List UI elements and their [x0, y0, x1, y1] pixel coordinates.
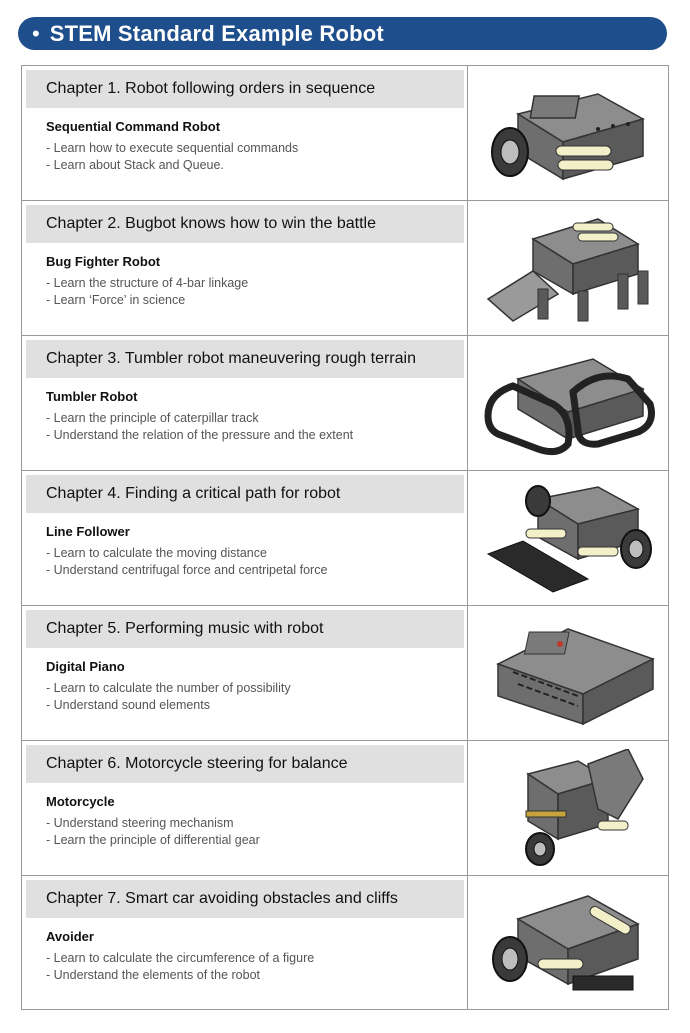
robot-image-cell	[468, 741, 668, 875]
chapter-heading: Chapter 1. Robot following orders in sequence	[26, 70, 464, 108]
title-bullet: •	[32, 20, 40, 46]
learning-point: - Learn ‘Force’ in science	[46, 293, 186, 307]
chapter-text-cell	[22, 876, 468, 1009]
page-title: STEM Standard Example Robot	[49, 20, 384, 46]
chapter-heading: Chapter 4. Finding a critical path for robot	[26, 475, 464, 513]
robot-name: Avoider	[46, 929, 94, 944]
chapter-text-cell	[22, 741, 468, 875]
robot-name: Sequential Command Robot	[46, 119, 221, 134]
chapter-table	[21, 65, 669, 1010]
robot-name: Bug Fighter Robot	[46, 254, 161, 269]
chapter-heading: Chapter 2. Bugbot knows how to win the battle	[26, 205, 464, 243]
chapter-heading: Chapter 7. Smart car avoiding obstacles and cliffs	[26, 880, 464, 918]
learning-point: - Learn about Stack and Queue.	[46, 158, 224, 172]
learning-point: - Learn to calculate the moving distance	[46, 546, 267, 560]
piano-robot-icon	[478, 614, 658, 732]
robot-image-cell	[468, 471, 668, 605]
chapter-row-4	[22, 471, 668, 606]
line-follower-robot-icon	[478, 479, 658, 597]
learning-point: - Learn the structure of 4-bar linkage	[46, 276, 249, 290]
chapter-row-7	[22, 876, 668, 1009]
robot-image-cell	[468, 876, 668, 1009]
chapter-heading: Chapter 6. Motorcycle steering for balance	[26, 745, 464, 783]
learning-point: - Learn to calculate the number of possibility	[46, 681, 291, 695]
chapter-row-2	[22, 201, 668, 336]
robot-name: Digital Piano	[46, 659, 125, 674]
motorcycle-robot-icon	[478, 749, 658, 867]
chapter-row-5	[22, 606, 668, 741]
chapter-row-1	[22, 66, 668, 201]
learning-point: - Understand the elements of the robot	[46, 968, 261, 982]
chapter-row-3	[22, 336, 668, 471]
robot-name: Motorcycle	[46, 794, 115, 809]
robot-image-cell	[468, 606, 668, 740]
chapter-text-cell	[22, 66, 468, 200]
learning-point: - Learn how to execute sequential commands	[46, 141, 299, 155]
learning-point: - Learn the principle of caterpillar track	[46, 411, 259, 425]
chapter-heading: Chapter 5. Performing music with robot	[26, 610, 464, 648]
learning-point: - Understand sound elements	[46, 698, 210, 712]
chapter-text-cell	[22, 606, 468, 740]
page-title-bar	[18, 17, 667, 50]
learning-point: - Understand the relation of the pressure and the extent	[46, 428, 354, 442]
robot-car-icon	[478, 74, 658, 192]
chapter-heading: Chapter 3. Tumbler robot maneuvering rough terrain	[26, 340, 464, 378]
learning-point: - Understand centrifugal force and centripetal force	[46, 563, 328, 577]
robot-image-cell	[468, 336, 668, 470]
chapter-text-cell	[22, 471, 468, 605]
avoider-robot-icon	[478, 884, 658, 1002]
learning-point: - Learn the principle of differential gear	[46, 833, 260, 847]
robot-image-cell	[468, 201, 668, 335]
chapter-text-cell	[22, 201, 468, 335]
robot-image-cell	[468, 66, 668, 200]
robot-name: Tumbler Robot	[46, 389, 138, 404]
bug-robot-icon	[478, 209, 658, 327]
learning-point: - Understand steering mechanism	[46, 816, 234, 830]
tracked-robot-icon	[478, 344, 658, 462]
chapter-text-cell	[22, 336, 468, 470]
chapter-row-6	[22, 741, 668, 876]
learning-point: - Learn to calculate the circumference of a figure	[46, 951, 315, 965]
robot-name: Line Follower	[46, 524, 130, 539]
